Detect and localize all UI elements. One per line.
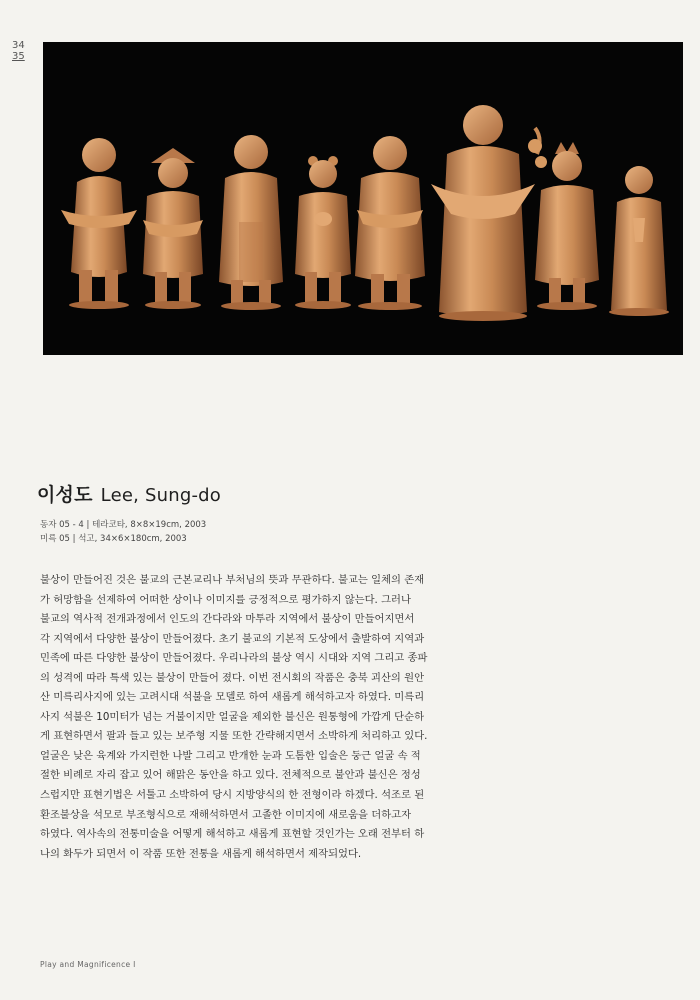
body-line: 불상이 만들어진 것은 불교의 근본교리나 부처님의 뜻과 무관하다. 불교는 일체의 존재 [40, 574, 425, 586]
body-line: 절한 비례로 자리 잡고 있어 해맑은 동안을 하고 있다. 전체적으로 불안과 불신은 정성 [40, 769, 421, 782]
body-line: 각 지역에서 다양한 불상이 만들어졌다. 초기 불교의 기본적 도상에서 출발하여 지역과 [40, 632, 425, 645]
terracotta-figures-photo [43, 42, 683, 355]
body-line: 게 표현하면서 팔과 들고 있는 보주형 지물 또한 간략해지면서 소박하게 처리하고 있다. [40, 730, 428, 743]
body-line: 불교의 역사적 전개과정에서 인도의 간다라와 마투라 지역에서 불상이 만들어지면서 [40, 613, 415, 626]
body-line: 사지 석불은 10미터가 넘는 거불이지만 얼굴을 제외한 불신은 원통형에 가깝게 단순하 [40, 710, 425, 723]
body-line: 나의 화두가 되면서 이 작품 또한 전통을 새롭게 해석하면서 제작되었다. [40, 847, 362, 860]
body-line: 가 허망함을 선제하여 어떠한 상이나 이미지를 긍정적으로 평가하지 않는다. 그러나 [40, 593, 411, 606]
body-line: 환조불상을 석모로 부조형식으로 재해석하면서 고졸한 이미지에 새로움을 더하고자 [40, 808, 412, 821]
running-footer: Play and Magnificence I [40, 960, 136, 969]
artist-name-english: Lee, Sung-do [100, 485, 221, 506]
body-line: 스럽지만 표현기법은 서툴고 소박하여 당시 지방양식의 한 전형이라 하겠다. 석조로 된 [40, 789, 425, 802]
credit-line-2: 미륵 05 | 석고, 34×6×180cm, 2003 [40, 534, 187, 544]
body-line: 민족에 따른 다양한 불상이 만들어졌다. 우리나라의 불상 역시 시대와 지역 그리고 종파 [40, 652, 428, 665]
body-line: 얼굴은 낮은 육계와 가지런한 나발 그리고 반개한 눈과 도톰한 입술은 둥근 얼굴 속 적 [40, 749, 421, 762]
body-line: 하였다. 역사속의 전통미술을 어떻게 해석하고 새롭게 표현할 것인가는 오래 전부터 하 [40, 828, 425, 841]
body-line: 산 미륵리사지에 있는 고려시대 석불을 모델로 하여 새롭게 해석하고자 하였다. 미륵리 [40, 691, 425, 704]
page-number-bottom: 35 [12, 51, 25, 62]
artist-heading [37, 480, 221, 507]
page-number [12, 40, 25, 62]
artist-name-korean: 이성도 [37, 484, 93, 506]
credit-line-1: 동자 05 - 4 | 테라코타, 8×8×19cm, 2003 [40, 520, 207, 530]
page-number-top: 34 [12, 40, 25, 51]
work-credits [40, 518, 206, 546]
body-line: 의 성격에 따라 특색 있는 불상이 만들어 졌다. 이번 전시회의 작품은 충북 괴산의 원안 [40, 671, 425, 684]
body-paragraph [40, 571, 662, 864]
figures-illustration [43, 42, 683, 355]
